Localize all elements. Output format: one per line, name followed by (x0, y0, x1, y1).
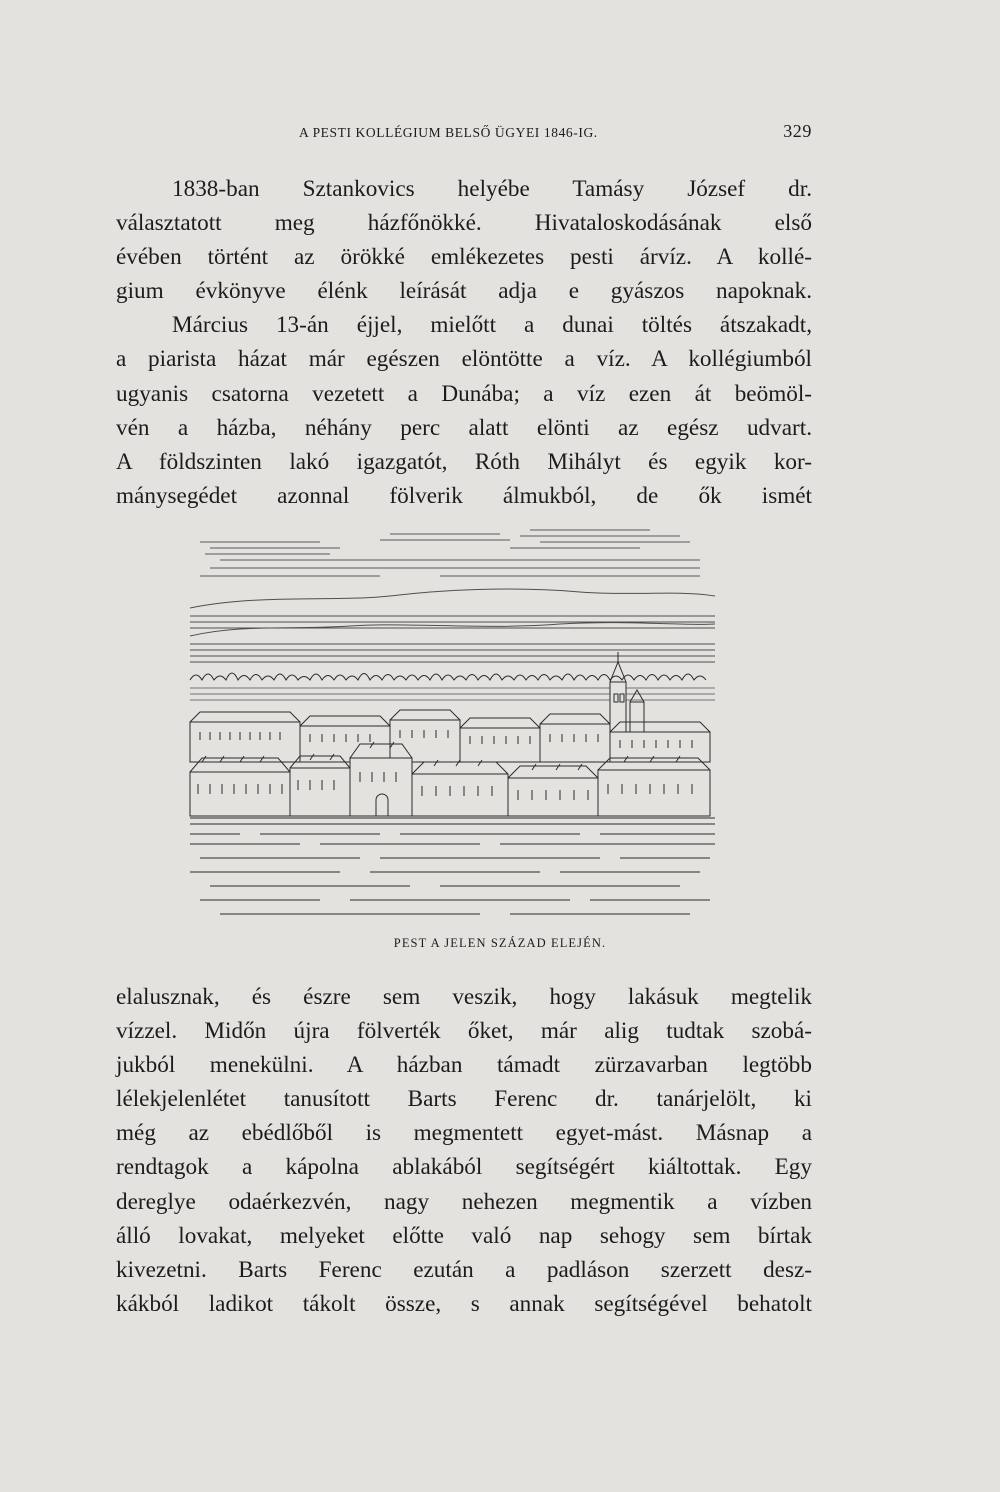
text-line: mánysegédet azonnal fölverik álmukból, de ők ismét (116, 482, 812, 509)
text-line: dereglye odaérkezvén, nagy nehezen megmentik a vízben (116, 1188, 812, 1215)
text-line: vén a házba, néhány perc alatt elönti az egész udvart. (116, 414, 812, 441)
distant-hills (190, 589, 715, 662)
engraving-illustration (180, 512, 720, 932)
text-line: elalusznak, és észre sem veszik, hogy lakásuk megtelik (116, 984, 812, 1010)
text-line: a piarista házat már egészen elöntötte a víz. A kollégiumból (116, 346, 812, 373)
running-head-title: A PESTI KOLLÉGIUM BELSŐ ÜGYEI 1846-IG. (299, 125, 598, 140)
text-line: A földszinten lakó igazgatót, Róth Mihályt és egyik kor- (116, 448, 812, 475)
figure-caption: PEST A JELEN SZÁZAD ELEJÉN. (393, 936, 607, 950)
text-line: rendtagok a kápolna ablakából segítségért kiáltottak. Egy (116, 1154, 812, 1181)
text-line: még az ebédlőből is megmentett egyet-mást. Másnap a (116, 1120, 812, 1147)
paragraph-bottom (116, 980, 812, 1321)
text-line: jukból menekülni. A házban támadt zürzavarban legtöbb (116, 1052, 812, 1079)
river (190, 818, 715, 914)
text-line: lélekjelenlétet tanusított Barts Ferenc dr. tanárjelölt, ki (116, 1086, 812, 1113)
text-line: kákból ladikot tákolt össze, s annak segítségével behatolt (116, 1290, 812, 1317)
text-line: 1838-ban Sztankovics helyébe Tamásy József dr. (172, 176, 812, 202)
page-number: 329 (783, 121, 812, 141)
sky-hatching (200, 530, 700, 576)
running-head (116, 121, 812, 145)
text-line: évében történt az örökké emlékezetes pesti árvíz. A kollé- (116, 244, 812, 271)
text-line: kivezetni. Barts Ferenc ezután a padláson szerzett desz- (116, 1256, 812, 1283)
text-line: választatott meg házfőnökké. Hivataloskodásának első (116, 210, 812, 237)
text-line: Március 13-án éjjel, mielőtt a dunai töltés átszakadt, (172, 312, 812, 339)
text-line: álló lovakat, melyeket előtte való nap sehogy sem bírtak (116, 1222, 812, 1249)
treeline (190, 673, 715, 700)
text-line: vízzel. Midőn újra fölverték őket, már alig tudtak szobá- (116, 1018, 812, 1045)
church-tower (610, 652, 644, 742)
text-line: gium évkönyve élénk leírását adja e gyászos napoknak. (116, 278, 812, 305)
text-line: ugyanis csatorna vezetett a Dunába; a víz ezen át beömöl- (116, 380, 812, 407)
paragraph-top (116, 172, 812, 513)
